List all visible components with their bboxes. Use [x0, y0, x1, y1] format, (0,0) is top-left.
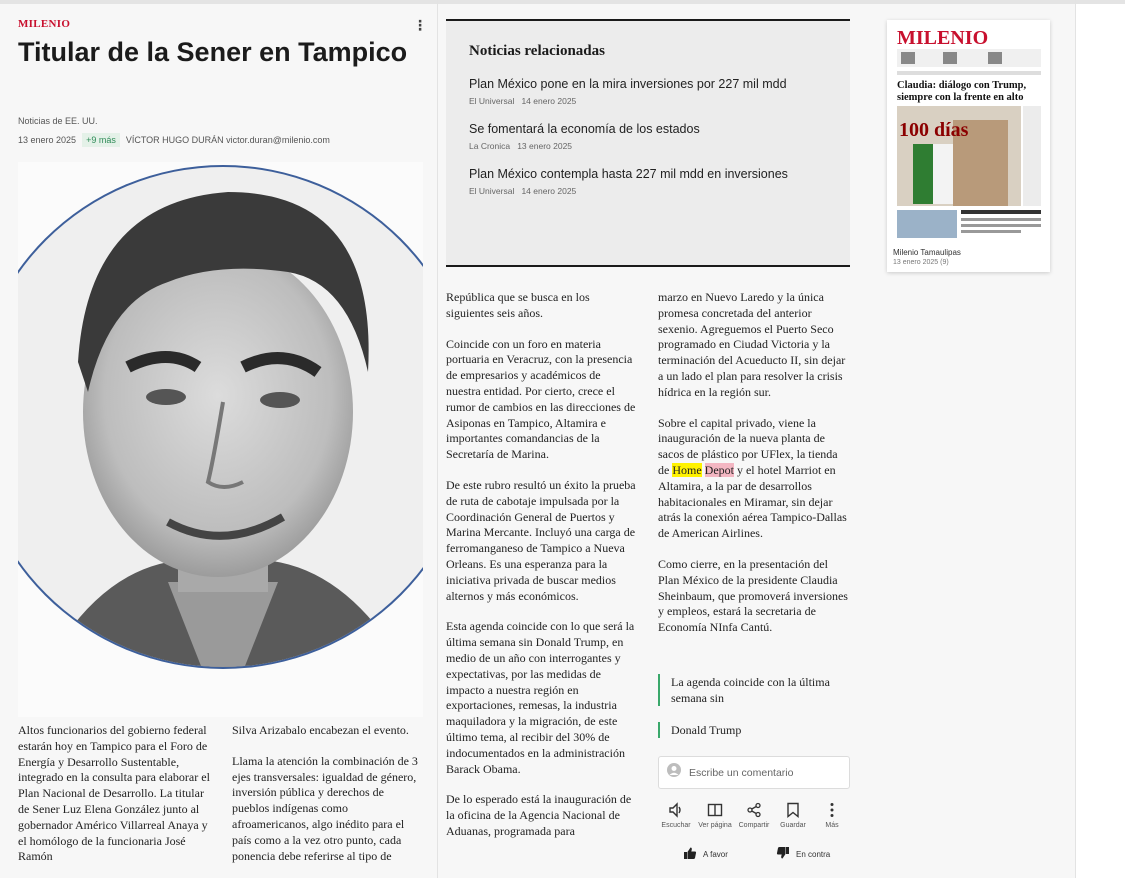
- action-bar: [658, 800, 850, 829]
- related-news-heading: Noticias relacionadas: [469, 43, 605, 59]
- article-column-2: [232, 723, 422, 879]
- paragraph: Coincide con un foro en materia portuaria en Veracruz, con la presencia de empresarios y académicos de nuestra entidad. Por cierto, crece el rumor de cambios en las direcciones de Asiponas en Tampico, Altamira e importantes comandancias de la Secretaría de Marina.: [446, 336, 636, 462]
- right-margin: [1075, 0, 1125, 878]
- paragraph: De este rubro resultó un éxito la prueba de ruta de cabotaje impulsada por la Coordinación General de Puertos y Marina Mercante. Incluyó una carga de ferromanganeso de Tampico a Nueva Orleans. Es una esperanza para la iniciativa privada de buscar medios alternos y más económicos.: [446, 477, 636, 603]
- comment-box[interactable]: [658, 756, 850, 789]
- edition-name: Milenio Tamaulipas: [893, 248, 961, 257]
- source-date: 14 enero 2025: [521, 96, 577, 106]
- vote-up-label: A favor: [703, 849, 728, 859]
- vote-down-label: En contra: [796, 849, 831, 859]
- paragraph: Llama la atención la combinación de 3 ejes transversales: igualdad de género, inversión pública y derechos de pueblos indígenas como afroamericanos, algo inédito para el país como a la vez otro punto, cada ponencia debe referirse al tipo de: [232, 753, 418, 863]
- article-column-4: [658, 290, 850, 651]
- view-page-button[interactable]: [697, 800, 733, 829]
- paragraph: marzo en Nuevo Laredo y la única promesa concretada del anterior sexenio. Agreguemos el Puerto Seco programado en Ciudad Victoria y la terminación del Acueducto II, sin dejar a un lado el plan para resolver la crisis hídrica en la región sur.: [658, 290, 846, 399]
- paper-headline: Claudia: diálogo con Trump,: [897, 80, 1027, 91]
- related-news-source: [469, 96, 839, 106]
- paragraph: De lo esperado está la inauguración de la oficina de la Agencia Nacional de Aduanas, programada para: [446, 792, 632, 838]
- paragraph: [658, 416, 850, 542]
- more-button[interactable]: [814, 800, 850, 829]
- paragraph: República que se busca en los siguientes seis años.: [446, 290, 590, 320]
- related-news-item[interactable]: [469, 122, 839, 151]
- thumbs-down-icon: [776, 846, 790, 862]
- save-button[interactable]: [775, 800, 811, 829]
- action-label: Guardar: [780, 822, 806, 829]
- vote-down-button[interactable]: [776, 846, 830, 862]
- viewer-edge: [1075, 0, 1076, 878]
- source-date: 13 enero 2025: [517, 141, 573, 151]
- related-news-panel: [446, 19, 850, 267]
- top-border: [0, 0, 1125, 4]
- comment-input[interactable]: [687, 766, 841, 780]
- article-author: VÍCTOR HUGO DURÁN victor.duran@milenio.com: [125, 135, 330, 145]
- paper-big-number: 100 días: [899, 119, 969, 141]
- action-label: Más: [825, 822, 839, 829]
- related-news-source: [469, 186, 839, 196]
- action-label: Ver página: [698, 822, 732, 829]
- newspaper-edition-card[interactable]: [887, 20, 1050, 272]
- highlight-yellow[interactable]: Home: [672, 462, 702, 477]
- text-run: Sobre el capital privado, viene la inauguración de la nueva planta de sacos de plástico por UFlex, la tienda de: [658, 415, 838, 477]
- more-options-icon[interactable]: ⋮: [413, 17, 427, 33]
- related-news-source: [469, 141, 839, 151]
- paragraph: Como cierre, en la presentación del Plan México de la presidente Claudia Sheinbaum, que promoverá inversiones y empleos, estará la secretaria de Economía NInfa Cantú.: [658, 556, 848, 635]
- share-icon: [746, 800, 762, 820]
- paper-headline: siempre con la frente en alto: [897, 92, 1024, 103]
- edition-date: [893, 259, 949, 266]
- article-column-1: [18, 723, 218, 880]
- more-vertical-icon: [829, 800, 835, 820]
- edition-date-text: 13 enero 2025: [893, 259, 939, 266]
- paragraph: Altos funcionarios del gobierno federal estarán hoy en Tampico para el Foro de Energía y Desarrollo Sustentable, integrado en la consulta para elaborar el Plan Nacional de Desarrollo. La titular de Sener Luz Elena González junto al gobernador Américo Villarreal Anaya y el homólogo de la funcionaria José Ramón: [18, 723, 210, 864]
- highlight-pink[interactable]: Depot: [704, 462, 734, 477]
- listen-button[interactable]: [658, 800, 694, 829]
- section-label[interactable]: Noticias de EE. UU.: [18, 116, 98, 126]
- paragraph: Silva Arizabalo encabezan el evento.: [232, 723, 409, 737]
- article-date: 13 enero 2025: [18, 135, 77, 145]
- more-sections-badge[interactable]: +9 más: [82, 133, 120, 147]
- pull-quote: La agenda coincide con la última semana sin: [658, 674, 851, 706]
- paragraph: Esta agenda coincide con lo que será la última semana sin Donald Trump, en medio de un año con interrogantes y expectativas, por las medidas de impacto a nuestra región en exportaciones, remesas, la industria maquiladora y la migración, de este último tema, al recibir del 30% de indocumentados en la administración Barack Obama.: [446, 619, 635, 776]
- newspaper-front-page[interactable]: [893, 24, 1045, 240]
- bookmark-icon: [786, 800, 800, 820]
- article-column-3: [446, 290, 638, 855]
- front-page-thumbnail: [893, 24, 1045, 240]
- source-date: 14 enero 2025: [521, 186, 577, 196]
- user-avatar-icon: [667, 763, 681, 782]
- thumbs-up-icon: [683, 846, 697, 862]
- source-name: El Universal: [469, 186, 515, 196]
- columnist-portrait: [18, 162, 423, 717]
- edition-count: (9): [940, 259, 949, 266]
- related-news-title[interactable]: Plan México pone en la mira inversiones por 227 mil mdd: [469, 77, 787, 91]
- vote-up-button[interactable]: [683, 846, 728, 862]
- paper-masthead: MILENIO: [897, 27, 989, 49]
- source-name: La Cronica: [469, 141, 511, 151]
- action-label: Compartir: [738, 822, 770, 829]
- pull-quote: Donald Trump: [658, 722, 851, 738]
- text-run: y el hotel Marriot en Altamira, a la par de desarrollos habitacionales en Miramar, sin dejar atrás la conexión aérea Tampico-Dallas de American Airlines.: [658, 462, 847, 541]
- brand-logo[interactable]: MILENIO: [18, 18, 71, 30]
- related-news-item[interactable]: [469, 77, 839, 106]
- related-news-title[interactable]: Se fomentará la economía de los estados: [469, 122, 700, 136]
- related-news-item[interactable]: [469, 167, 839, 196]
- action-label: Escuchar: [661, 822, 691, 829]
- share-button[interactable]: [736, 800, 772, 829]
- book-icon: [707, 800, 723, 820]
- article-title: Titular de la Sener en Tampico: [18, 37, 408, 67]
- related-news-title[interactable]: Plan México contempla hasta 227 mil mdd en inversiones: [469, 167, 788, 181]
- article-meta: [18, 133, 330, 147]
- column-divider: [437, 0, 438, 878]
- speaker-icon: [668, 800, 684, 820]
- source-name: El Universal: [469, 96, 515, 106]
